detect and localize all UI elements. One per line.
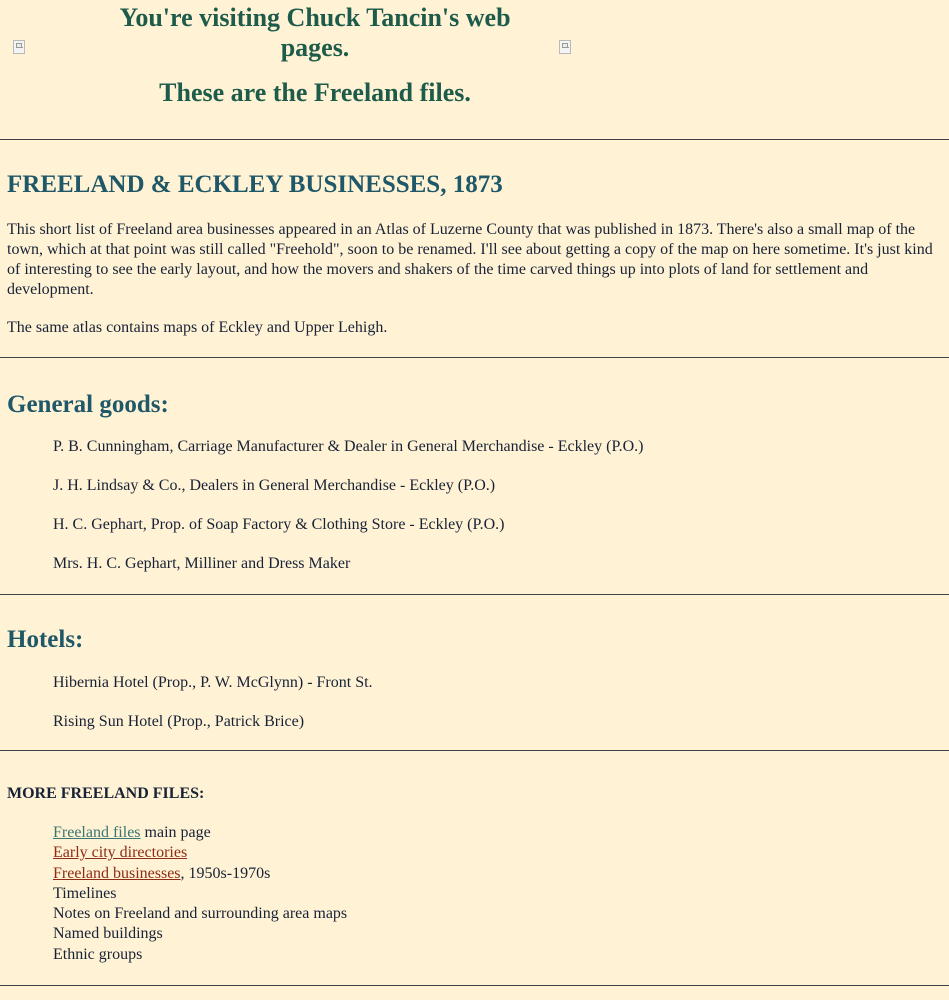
divider-5 — [0, 985, 949, 986]
freeland-businesses-link[interactable]: Freeland businesses — [53, 864, 181, 882]
broken-image-icon-right — [559, 40, 571, 54]
site-heading-line-2: pages. — [280, 33, 350, 62]
list-item: Hibernia Hotel (Prop., P. W. McGlynn) - Front St. — [53, 674, 373, 691]
list-item — [53, 864, 347, 884]
more-files-heading: MORE FREELAND FILES: — [7, 785, 205, 802]
divider-4 — [0, 750, 949, 751]
site-heading — [95, 3, 535, 108]
list-item: Mrs. H. C. Gephart, Milliner and Dress Maker — [53, 555, 351, 572]
site-subheading: These are the Freeland files. — [159, 78, 471, 107]
freeland-files-link[interactable]: Freeland files — [53, 824, 141, 841]
link-suffix: , 1950s-1970s — [180, 864, 271, 882]
link-suffix: main page — [140, 824, 211, 841]
list-item — [53, 823, 347, 843]
list-item: Ethnic groups — [53, 945, 143, 963]
intro-paragraph: This short list of Freeland area businesses appeared in an Atlas of Luzerne County that was published in 1873. There's also a small map of the town, which at that point was still called "Freehold", soon to be renamed. I'll see about getting a copy of the map on here sometime. It's just kind of interesting to see the early layout, and how the movers and shakers of the time carved things up into plots of land for settlement and development. — [7, 221, 933, 298]
broken-image-icon-left — [13, 40, 25, 54]
atlas-note: The same atlas contains maps of Eckley and Upper Lehigh. — [7, 319, 388, 336]
site-heading-line-1: You're visiting Chuck Tancin's web — [119, 3, 511, 32]
list-item: Notes on Freeland and surrounding area maps — [53, 905, 348, 923]
list-item: P. B. Cunningham, Carriage Manufacturer & Dealer in General Merchandise - Eckley (P.O.) — [53, 438, 644, 455]
list-item — [53, 843, 347, 863]
page-title: FREELAND & ECKLEY BUSINESSES, 1873 — [7, 171, 503, 198]
general-goods-heading: General goods: — [7, 391, 169, 418]
divider-2 — [0, 357, 949, 358]
divider-3 — [0, 594, 949, 595]
early-city-directories-link[interactable]: Early city directories — [53, 844, 188, 862]
list-item: Timelines — [53, 884, 117, 902]
more-files-list — [53, 823, 347, 965]
list-item: H. C. Gephart, Prop. of Soap Factory & Clothing Store - Eckley (P.O.) — [53, 516, 505, 533]
hotels-heading: Hotels: — [7, 626, 84, 653]
list-item: Rising Sun Hotel (Prop., Patrick Brice) — [53, 713, 305, 730]
list-item: J. H. Lindsay & Co., Dealers in General Merchandise - Eckley (P.O.) — [53, 477, 496, 494]
list-item: Named buildings — [53, 925, 163, 943]
divider-1 — [0, 139, 949, 140]
